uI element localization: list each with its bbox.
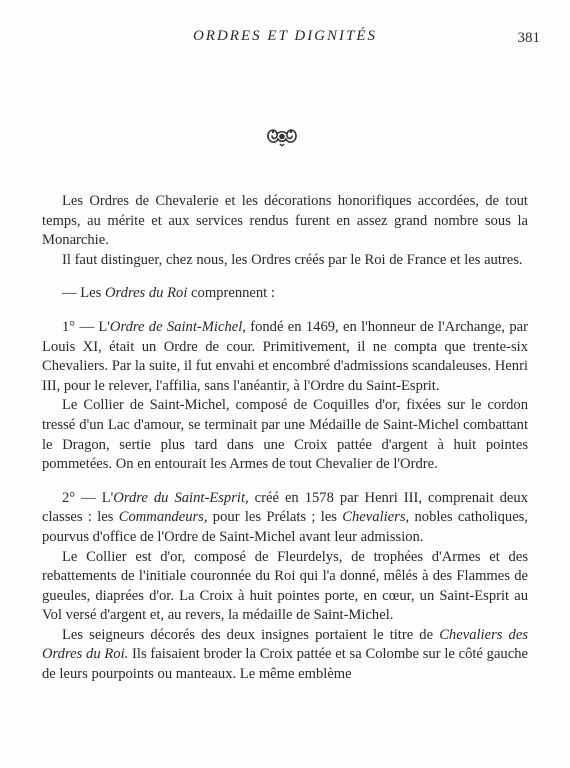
text-run: fondé en 1469, en l'honneur de l'Archange, par Louis XI, était un Ordre de cour. Primitivement, il ne compta que trente-six Chevaliers. Par la suite, il fut envahi et encombré d'admissions scandaleuses. Henri III, pour le relever, l'affilia, sans l'anéantir, à l'Ordre du Saint-Esprit. (42, 318, 528, 394)
italic-text: Chevaliers, (342, 509, 410, 526)
page-header (0, 26, 570, 50)
running-title: ORDRES ET DIGNITÉS (192, 28, 378, 44)
paragraph (42, 251, 528, 271)
text-run: créé en 1578 par Henri III, comprenait deux classes : les (42, 489, 529, 526)
italic-text: Ordre de Saint-Michel, (109, 318, 246, 335)
italic-text: Chevaliers des Ordres du Roi. (42, 626, 528, 663)
paragraph (42, 489, 528, 548)
paragraph (42, 396, 528, 474)
paragraph (42, 192, 528, 251)
text-run: Il faut distinguer, chez nous, les Ordres créés par le Roi de France et les autres. (62, 251, 523, 268)
page-number: 381 (517, 30, 540, 46)
text-run: Ils faisaient broder la Croix pattée et sa Colombe sur le côté gauche de leurs pourpoints ou manteaux. Le même emblème (42, 646, 528, 683)
paragraph (42, 284, 528, 304)
text-run: comprennent : (187, 285, 275, 302)
italic-text: Ordre du Saint-Esprit, (113, 489, 249, 506)
text-run: nobles catholiques, pourvus d'office de l'Ordre de Saint-Michel avant leur admission. (42, 509, 528, 545)
floral-fleuron-icon (264, 124, 300, 148)
text-run: 1° — L' (62, 318, 110, 335)
italic-text: Commandeurs, (118, 509, 208, 526)
body-text (42, 192, 528, 685)
text-run: 2° — L' (62, 489, 114, 506)
text-run: Le Collier est d'or, composé de Fleurdelys, de trophées d'Armes et des rebattements de l'initiale couronnée du Roi qui l'a donné, mêlés à des Flammes de gueules, diaprées d'or. La Croix à huit pointes porte, en cœur, un Saint-Esprit au Vol versé d'argent et, au revers, la médaille de Saint-Michel. (42, 548, 528, 624)
text-run: — Les (62, 285, 105, 302)
text-run: Les seigneurs décorés des deux insignes portaient le titre de (62, 626, 440, 643)
text-run: Les Ordres de Chevalerie et les décorations honorifiques accordées, de tout temps, au mérite et aux services rendus furent en assez grand nombre sous la Monarchie. (42, 193, 528, 249)
paragraph (42, 626, 528, 685)
paragraph (42, 318, 528, 396)
text-run: Le Collier de Saint-Michel, composé de Coquilles d'or, fixées sur le cordon tressé d'un Lac d'amour, se terminait par une Médaille de Saint-Michel combattant le Dragon, sertie plus tard dans une Croix pattée d'argent à huit pointes pommetées. On en entourait les Armes de tout Chevalier de l'Ordre. (42, 397, 528, 473)
italic-text: Ordres du Roi (104, 285, 188, 302)
text-run: pour les Prélats ; les (207, 509, 343, 526)
paragraph (42, 548, 528, 626)
